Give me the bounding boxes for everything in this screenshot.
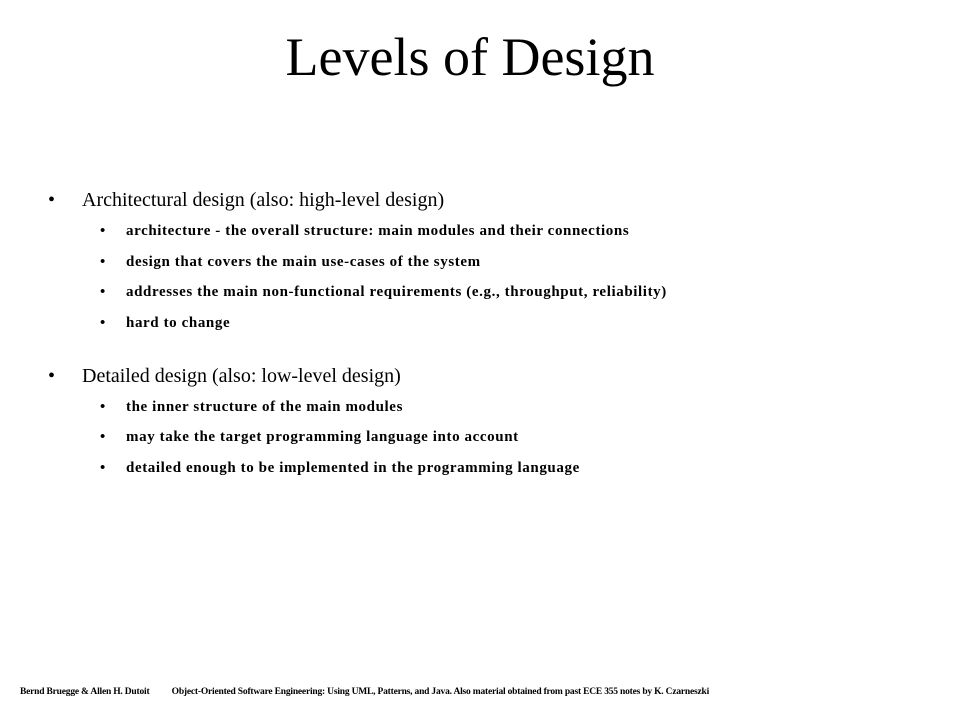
list-item-text: architecture - the overall structure: main modules and their connections (126, 223, 630, 239)
bullet-architectural-design (48, 186, 928, 214)
bullet-icon: • (100, 284, 106, 300)
list-item (100, 281, 928, 303)
list-item-text: the inner structure of the main modules (126, 398, 404, 415)
bullet-detailed-design (48, 362, 928, 390)
list-item (100, 426, 928, 448)
bullet-icon: • (48, 364, 56, 387)
sub-list-detailed (48, 396, 928, 479)
footer-authors: Bernd Bruegge & Allen H. Dutoit (20, 687, 150, 697)
bullet-icon: • (100, 314, 106, 331)
list-item (100, 457, 928, 479)
section-architectural-design (48, 186, 928, 334)
list-item-text: may take the target programming language into account (126, 429, 519, 445)
list-item-text: hard to change (126, 314, 231, 331)
footer-source: Object-Oriented Software Engineering: Using UML, Patterns, and Java. Also material obtained from past ECE 355 notes by K. Czarneszki (171, 687, 710, 697)
slide-footer (20, 687, 940, 697)
bullet-icon: • (100, 253, 106, 270)
list-item-text: design that covers the main use-cases of the system (126, 253, 481, 270)
list-item-text: addresses the main non-functional requirements (e.g., throughput, reliability) (126, 284, 667, 300)
list-item (100, 251, 928, 273)
sub-list-architectural (48, 220, 928, 334)
list-item (100, 312, 928, 334)
bullet-icon: • (100, 429, 106, 445)
list-item-text: detailed enough to be implemented in the programming language (126, 459, 580, 476)
section-detailed-design (48, 362, 928, 479)
list-item (100, 220, 928, 242)
bullet-icon: • (100, 398, 106, 415)
slide-content (48, 186, 928, 487)
section-heading: Detailed design (also: low-level design) (82, 364, 401, 387)
section-heading: Architectural design (also: high-level design) (82, 189, 445, 211)
bullet-icon: • (100, 223, 106, 239)
bullet-icon: • (48, 189, 56, 211)
list-item (100, 396, 928, 418)
bullet-icon: • (100, 459, 106, 476)
slide-title: Levels of Design (285, 27, 655, 87)
